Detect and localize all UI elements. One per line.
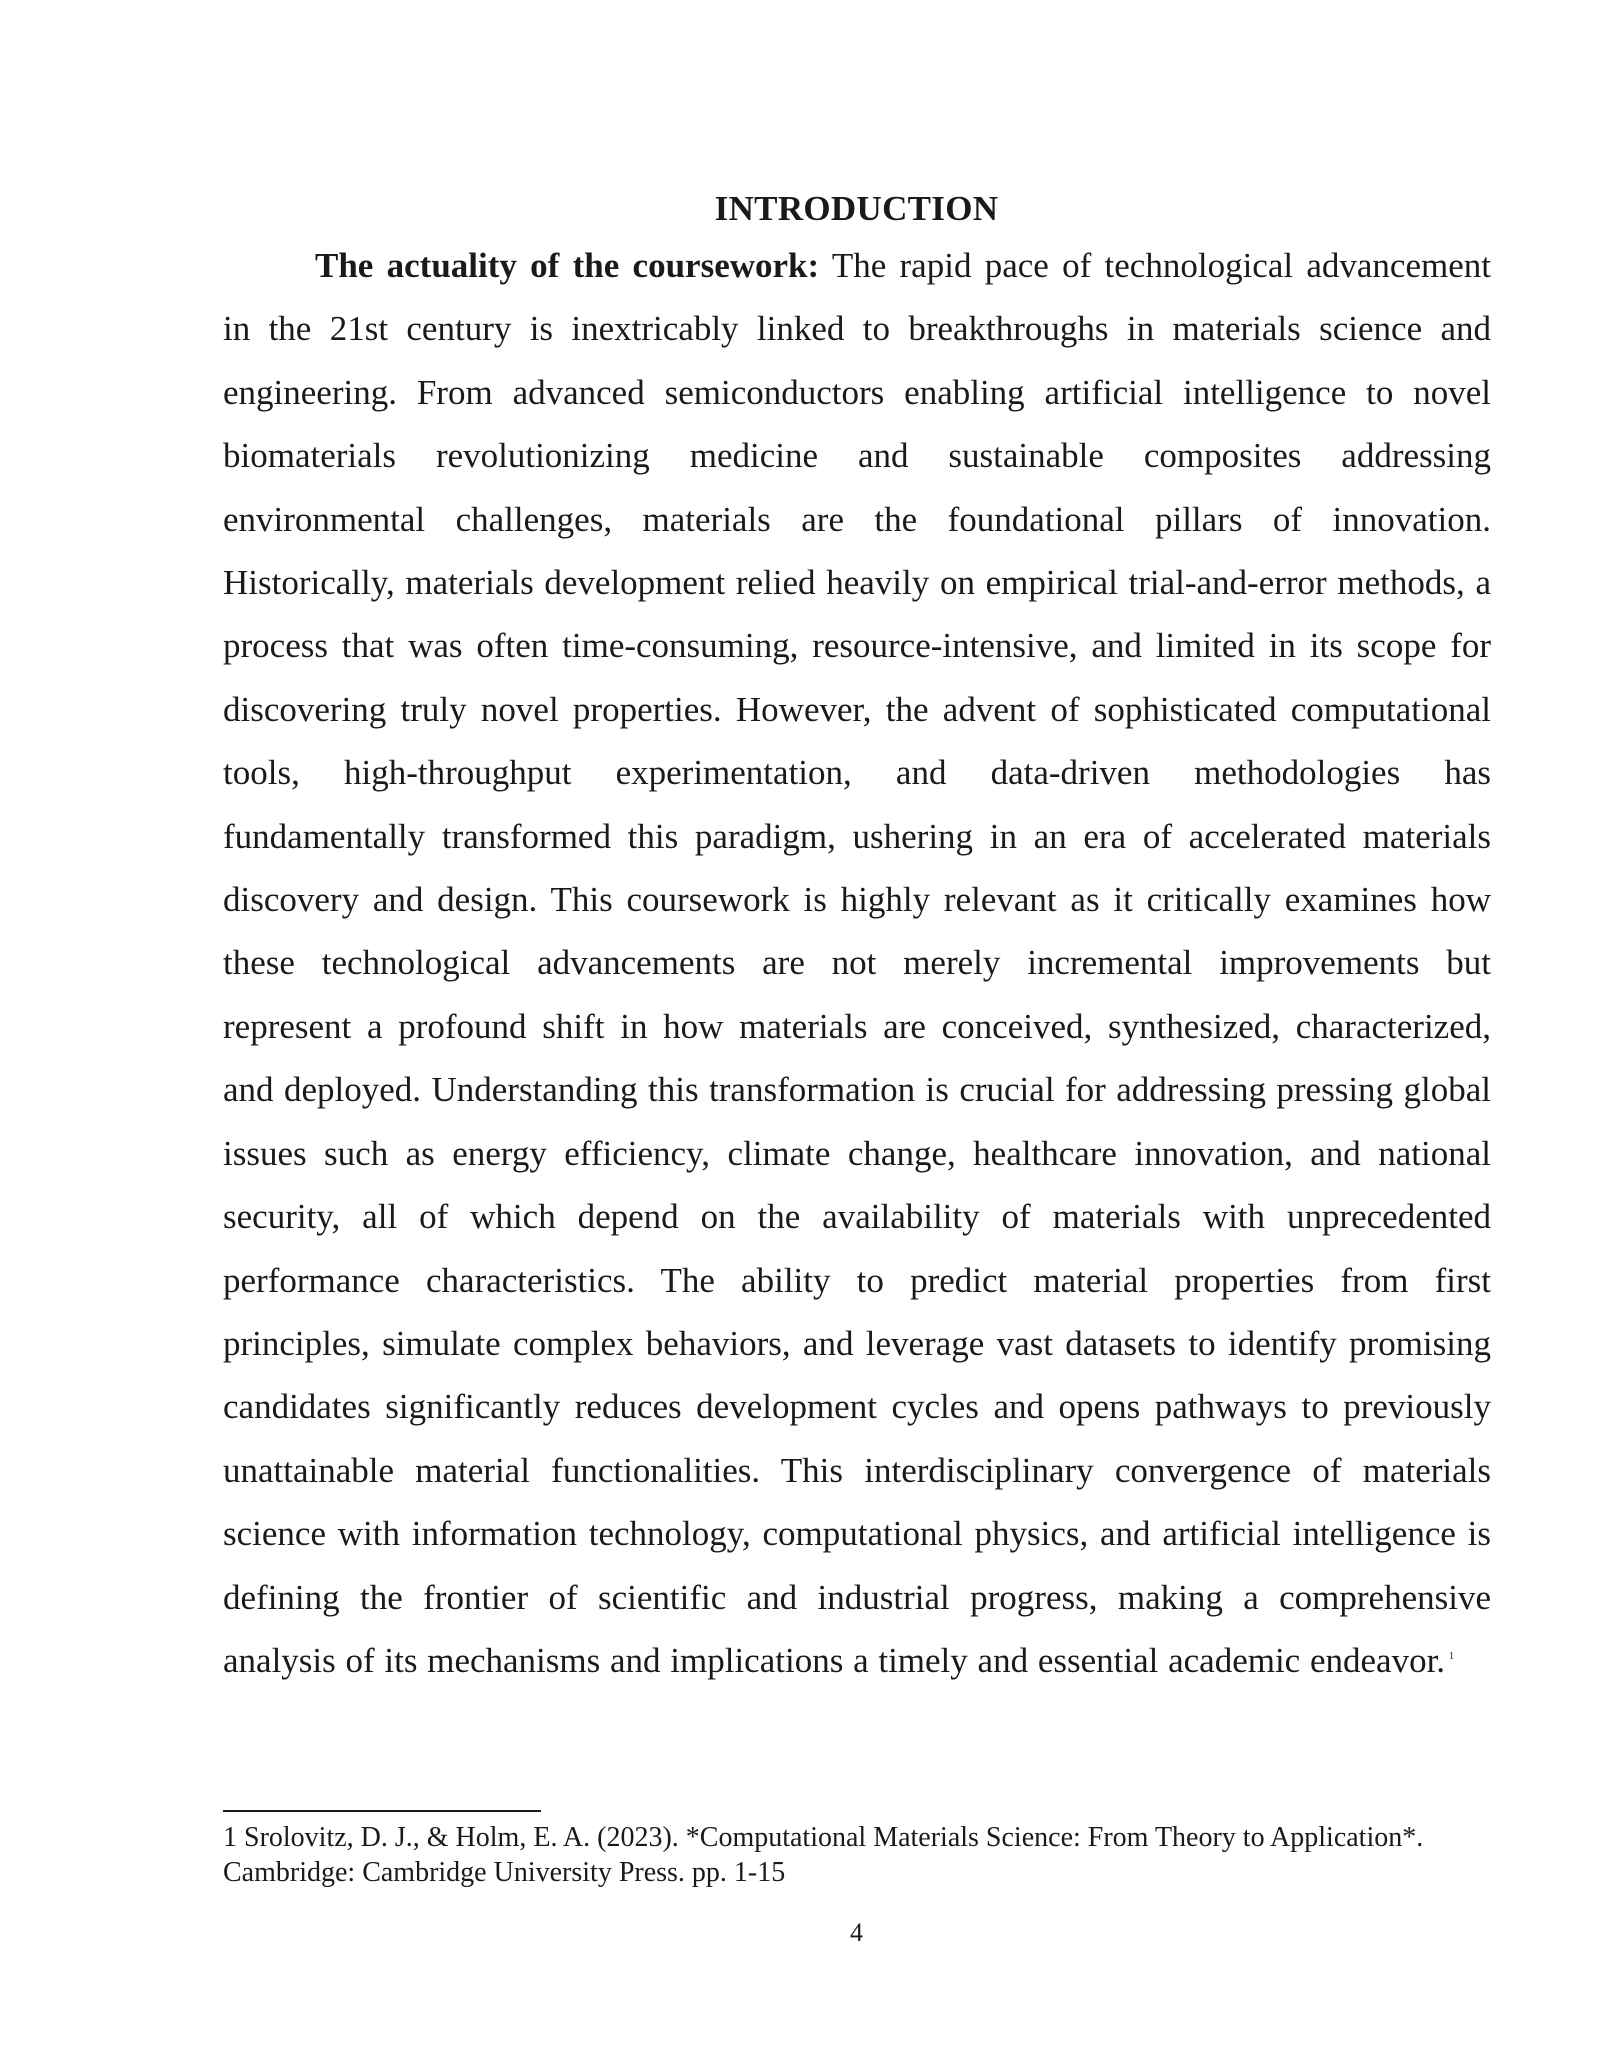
footnote-reference[interactable]: 1 — [1449, 1651, 1455, 1663]
paragraph-text: The rapid pace of technological advancement in the 21st century is inextricably linked to breakthroughs in materials science and engineering. From advanced semiconductors enabling artificial intelligence to novel biomaterials revolutionizing medicine and sustainable composites addressing environmental challenges, materials are the foundational pillars of innovation. Historically, materials development relied heavily on empirical trial-and-error methods, a process that was often time-consuming, resource-intensive, and limited in its scope for discovering truly novel properties. However, the advent of sophisticated computational tools, high-throughput experimentation, and data-driven methodologies has fundamentally transformed this paradigm, ushering in an era of accelerated materials discovery and design. This coursework is highly relevant as it critically examines how these technological advancements are not merely incremental improvements but represent a profound shift in how materials are conceived, synthesized, characterized, and deployed. Understanding this transformation is crucial for addressing pressing global issues such as energy efficiency, climate change, healthcare innovation, and national security, all of which depend on the availability of materials with unprecedented performance characteristics. The ability to predict material properties from first principles, simulate complex behaviors, and leverage vast datasets to identify promising candidates significantly reduces development cycles and opens pathways to previously unattainable material functionalities. This interdisciplinary convergence of materials science with information technology, computational physics, and artificial intelligence is defining the frontier of scientific and industrial progress, making a comprehensive analysis of its mechanisms and implications a timely and essential academic endeavor. — [223, 246, 1491, 1680]
paragraph-lead: The actuality of the coursework: — [315, 246, 820, 285]
section-heading: INTRODUCTION — [714, 189, 999, 228]
footnote — [223, 1820, 1523, 1890]
body-paragraph — [223, 234, 1491, 1692]
footnote-line: 1 Srolovitz, D. J., & Holm, E. A. (2023). *Computational Materials Science: From Theory to Application*. — [223, 1822, 1424, 1853]
footnote-separator — [223, 1810, 541, 1812]
footnote-line: Cambridge: Cambridge University Press. pp. 1-15 — [223, 1857, 786, 1888]
page-number: 4 — [850, 1918, 863, 1947]
